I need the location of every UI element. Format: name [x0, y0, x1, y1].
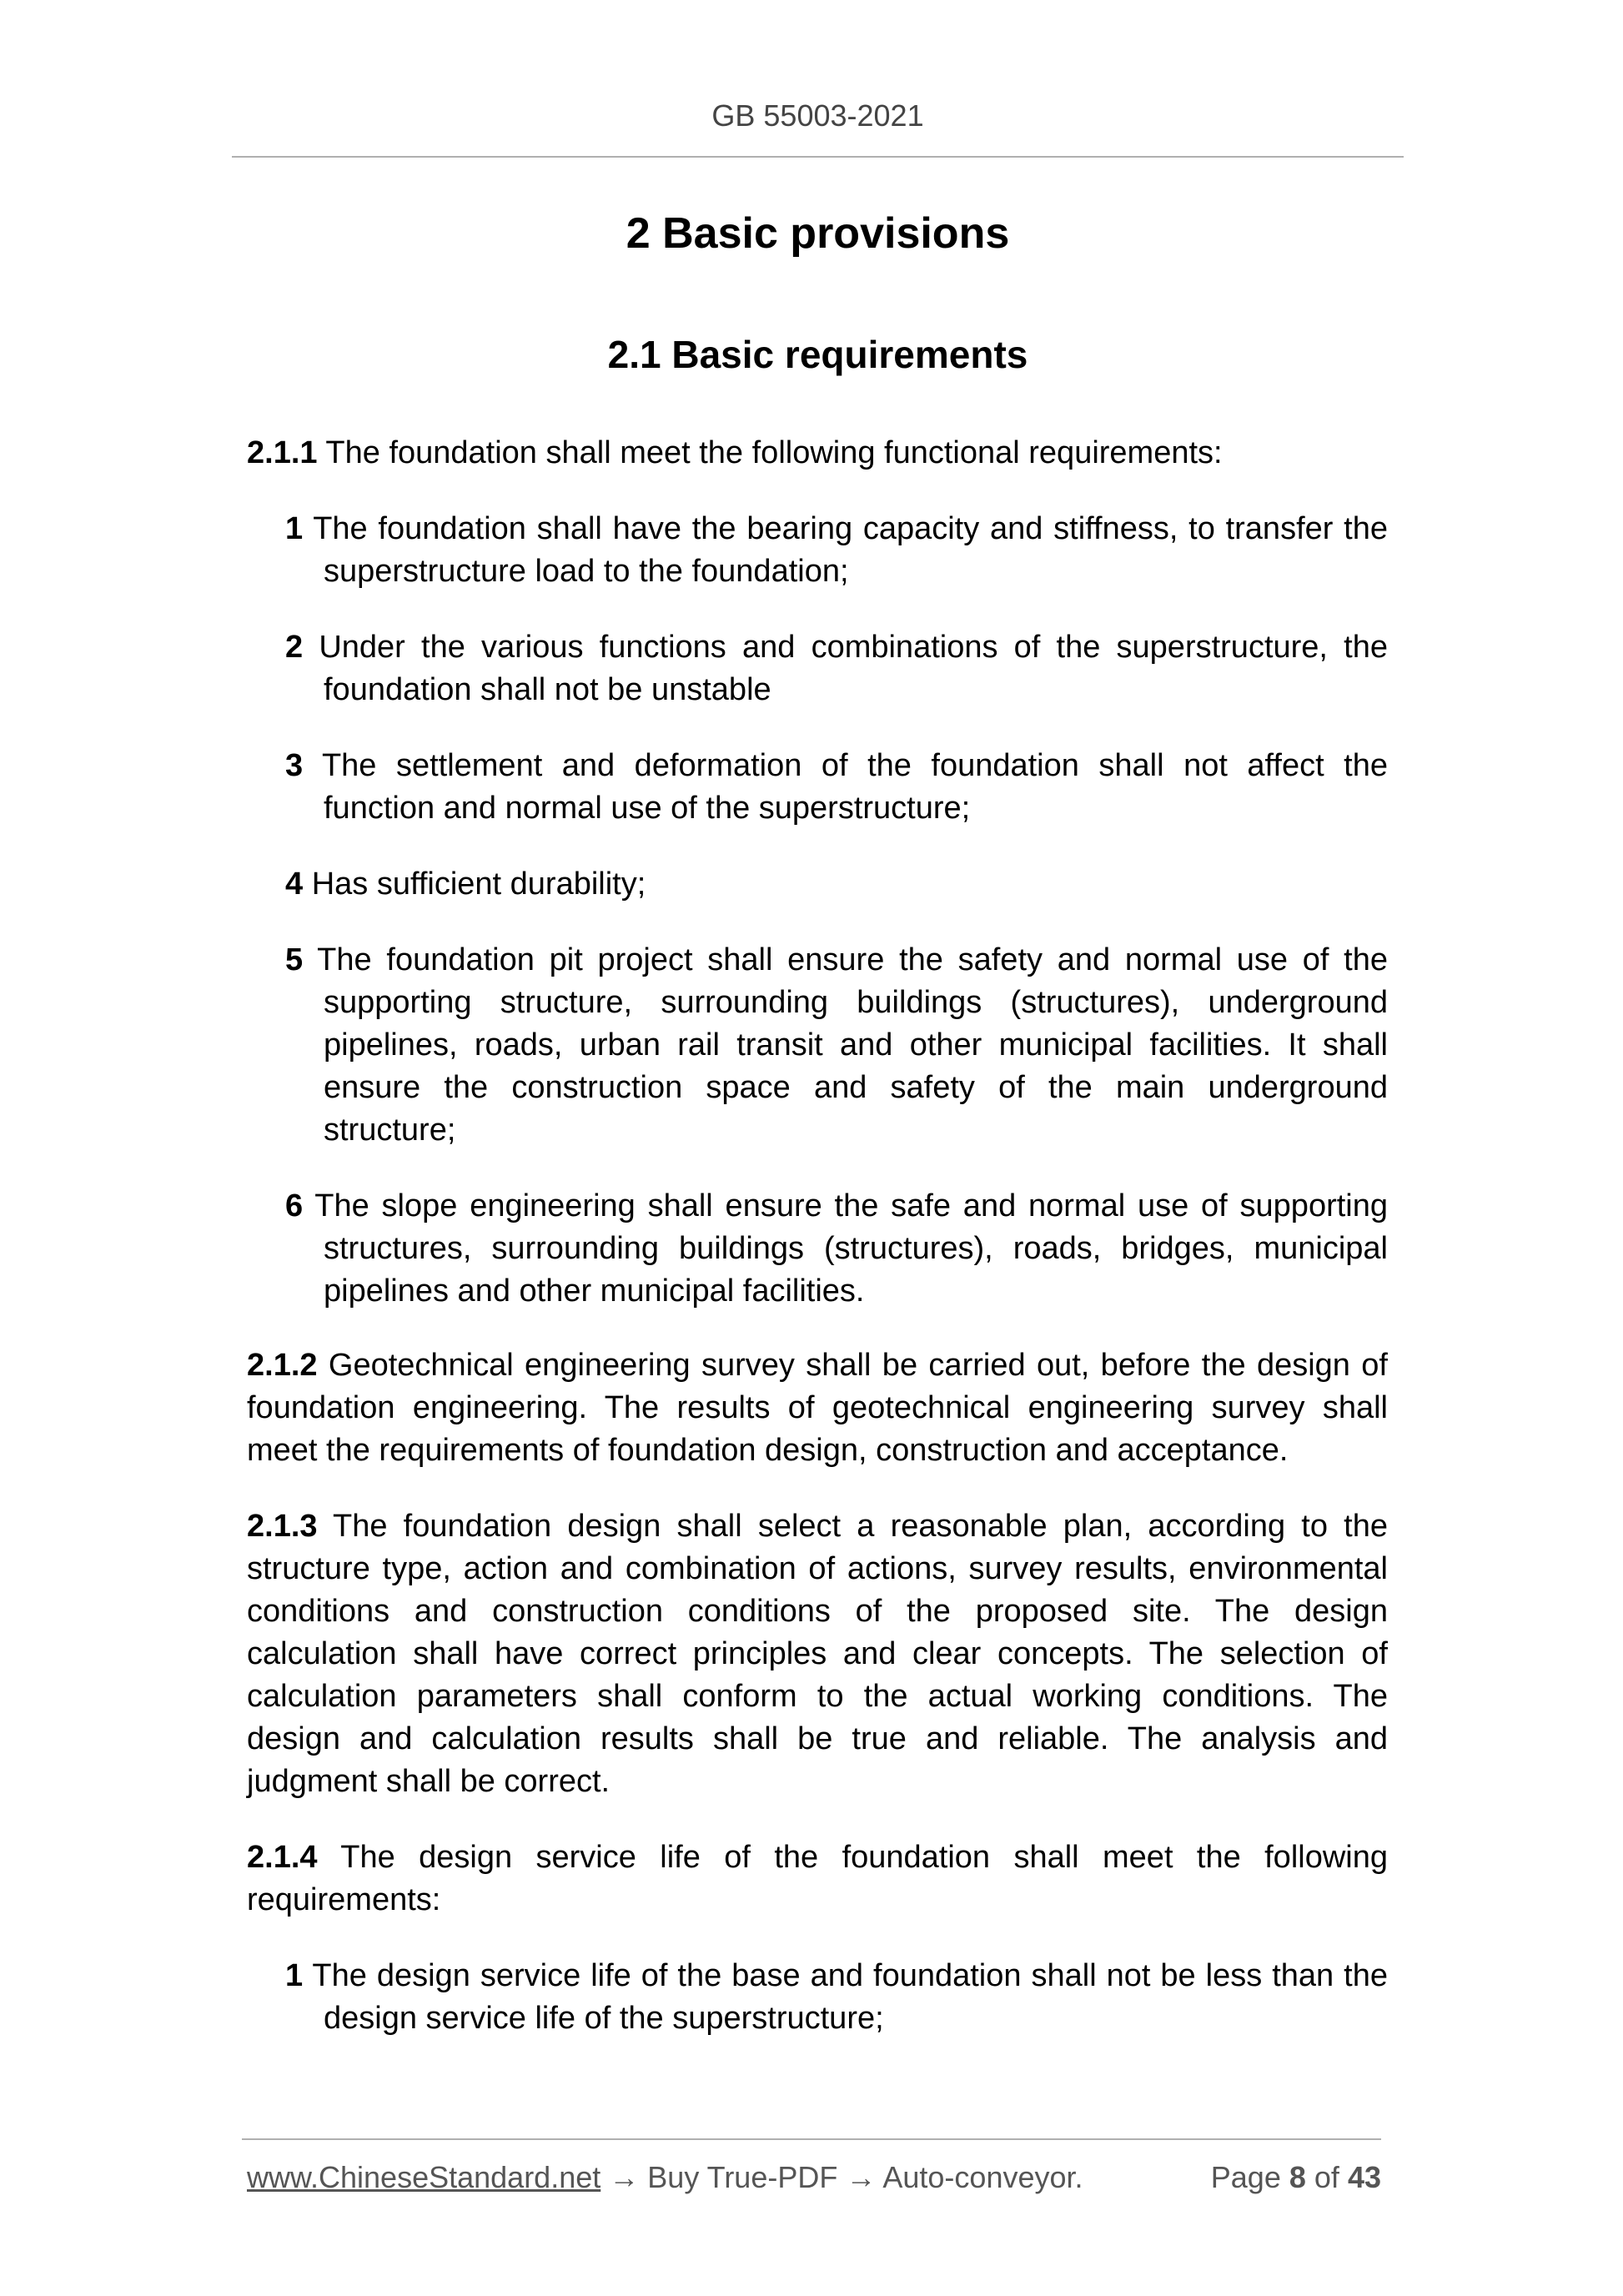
clause-text: The foundation shall meet the following functional requirements:	[317, 435, 1223, 470]
clause-2-1-3	[247, 1505, 1388, 1803]
website-link[interactable]: www.ChineseStandard.net	[247, 2160, 601, 2194]
chapter-title: 2 Basic provisions	[626, 209, 1010, 258]
item-number: 6	[285, 1188, 304, 1223]
auto-conveyor-text: Auto-conveyor.	[882, 2160, 1083, 2194]
document-body	[247, 432, 1388, 2073]
clause-text: Geotechnical engineering survey shall be carried out, before the design of foundation engineering. The results of geotechnical engineering survey shall meet the requirements of foundation design, construction and acceptance.	[247, 1348, 1388, 1468]
list-item	[285, 508, 1388, 593]
item-text: The foundation pit project shall ensure the safety and normal use of the supporting structure, surrounding buildings (structures), underground pipelines, roads, urban rail transit and other municipal facilities. It shall ensure the construction space and safety of the main underground structure;	[303, 942, 1388, 1148]
item-number: 4	[285, 867, 304, 902]
clause-2-1-4	[247, 1836, 1388, 1922]
page-indicator	[1211, 2160, 1381, 2195]
clause-number: 2.1.2	[247, 1348, 318, 1383]
footer-divider	[242, 2138, 1381, 2140]
clause-number: 2.1.1	[247, 435, 318, 470]
item-text: The slope engineering shall ensure the safe and normal use of supporting structures, surrounding buildings (structures), roads, bridges, municipal pipelines and other municipal facilities.	[303, 1188, 1388, 1309]
list-item	[285, 939, 1388, 1152]
clause-text: The foundation design shall select a reasonable plan, according to the structure type, action and combination of actions, survey results, environmental conditions and construction conditions of the proposed site. The design calculation shall have correct principles and clear concepts. The selection of calculation parameters shall conform to the actual working conditions. The design and calculation results shall be true and reliable. The analysis and judgment shall be correct.	[247, 1509, 1388, 1799]
list-item	[285, 626, 1388, 711]
clause-2-1-2	[247, 1344, 1388, 1472]
item-text: Under the various functions and combinations of the superstructure, the foundation shall not be unstable	[303, 630, 1388, 707]
arrow-right-icon: →	[609, 2160, 640, 2194]
item-number: 5	[285, 942, 304, 977]
item-text: The foundation shall have the bearing capacity and stiffness, to transfer the superstructure load to the foundation;	[303, 511, 1388, 589]
clause-number: 2.1.3	[247, 1509, 318, 1544]
arrow-right-icon: →	[846, 2160, 877, 2194]
item-number: 1	[285, 1958, 304, 1993]
footer-links	[247, 2160, 1083, 2195]
item-text: Has sufficient durability;	[303, 867, 646, 902]
of-label: of	[1314, 2160, 1339, 2194]
item-text: The design service life of the base and foundation shall not be less than the design service life of the superstructure;	[303, 1958, 1388, 2036]
document-code-header: GB 55003-2021	[711, 98, 924, 133]
list-item	[285, 1955, 1388, 2040]
page-total: 43	[1347, 2160, 1381, 2194]
clause-number: 2.1.4	[247, 1840, 318, 1875]
list-item	[285, 863, 1388, 906]
item-number: 1	[285, 511, 304, 546]
clause-text: The design service life of the foundation shall meet the following requirements:	[247, 1840, 1388, 1917]
list-item	[285, 745, 1388, 830]
list-item	[285, 1185, 1388, 1313]
clause-2-1-1	[247, 432, 1388, 475]
item-text: The settlement and deformation of the foundation shall not affect the function and normal use of the superstructure;	[303, 748, 1388, 826]
page-label: Page	[1210, 2160, 1281, 2194]
buy-true-pdf-text: Buy True-PDF	[647, 2160, 838, 2194]
item-number: 3	[285, 748, 304, 783]
section-title: 2.1 Basic requirements	[607, 333, 1028, 376]
item-number: 2	[285, 630, 304, 665]
page-number: 8	[1289, 2160, 1306, 2194]
header-divider	[232, 156, 1404, 158]
